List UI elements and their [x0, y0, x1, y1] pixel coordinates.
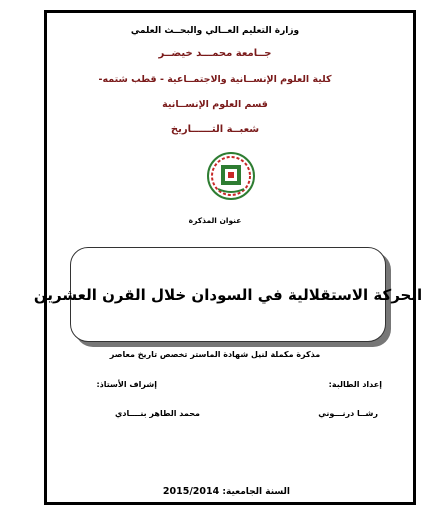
- academic-year: [163, 486, 290, 497]
- academic-year-label: السنة الجامعية:: [222, 487, 290, 497]
- ministry-name: وزارة التعليم العــالي والبحــث العلمي: [130, 26, 300, 36]
- thesis-title-box: [33, 247, 423, 342]
- academic-year-value: 2015/2014: [162, 486, 220, 497]
- supervisor-label: إشراف الأستاذ:: [96, 380, 157, 389]
- faculty-name: كلية العلوم الإنســانية والاجتمــاعية - قطب شتمه-: [98, 74, 332, 85]
- university-logo-icon: [206, 151, 256, 201]
- branch-name: شعبــة التــــــاريخ: [170, 124, 260, 135]
- prepared-by-label: إعداد الطالبة:: [328, 380, 382, 389]
- university-name: جــامعة محمـــد خيضــر: [158, 48, 272, 59]
- department-name: قسم العلوم الإنســانية: [162, 99, 268, 110]
- thesis-title: الحركة الاستقلالية في السودان خلال القرن العشرين: [33, 285, 423, 304]
- supervisor-name: محمد الطاهر بنــــادي: [115, 409, 200, 418]
- student-name: رشــا درنـــوني: [318, 409, 378, 418]
- degree-description: مذكرة مكملة لنيل شهادة الماستر تخصص تاريخ معاصر: [109, 350, 321, 359]
- memo-title-label: عنوان المذكرة: [188, 216, 242, 225]
